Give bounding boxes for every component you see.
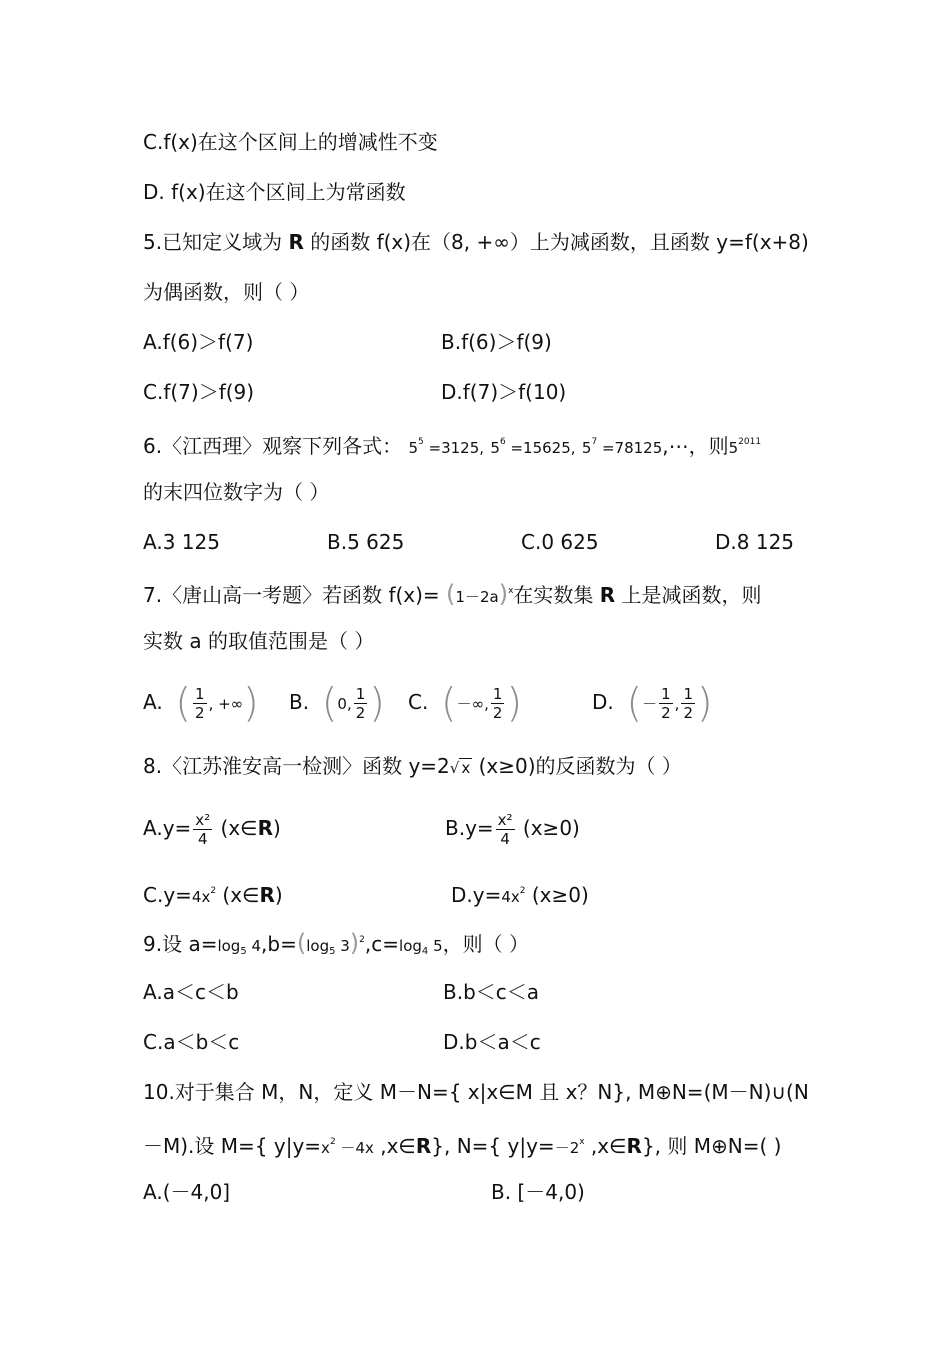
q7-option-d: D. (－ $\frac{1}{2}$ , $\frac{1}{2}$ )	[592, 680, 713, 727]
q6-option-d: D.8 125	[715, 530, 795, 554]
q6-option-b: B.5 625	[327, 530, 405, 554]
q9-options-row1	[143, 978, 540, 1006]
q10-option-b: B. [－4,0)	[491, 1180, 585, 1204]
q8-options-row1	[143, 805, 580, 851]
q4-option-d: D. f(x)在这个区间上为常函数	[143, 180, 406, 204]
q6-option-c: C.0 625	[521, 530, 599, 554]
q9-options-row2	[143, 1028, 541, 1056]
q5-options-row2	[143, 378, 567, 406]
q6-option-a: A.3 125	[143, 530, 220, 554]
q8-option-c: $C.y=4x^2$ (x∈R)	[143, 883, 283, 907]
q5-stem-line1: 5.已知定义域为 R 的函数 f(x)在（8, +∞）上为减函数，且函数 y=f(x+8)	[143, 230, 809, 254]
q9-option-b: B.b＜c＜a	[443, 980, 540, 1004]
q10-stem-line2: －M).设 M={ $y|y=x^2 -4x$ ,x∈R}, N={ $y|y=-2^x$ ,x∈R}, 则 M⊕N=( )	[143, 1134, 782, 1158]
q9-stem: 9.设 $a=\log_5$ $4,b=(\log_5$ $3)^2,c=\log_4$ 5，则（ ）	[143, 929, 529, 957]
q8-stem: 8.〈江苏淮安高一检测〉函数 y=2√ x (x≥0)的反函数为（ ）	[143, 754, 682, 778]
q9-option-a: A.a＜c＜b	[143, 980, 239, 1004]
q7-option-b: B. (0, $\frac{1}{2}$ )	[289, 680, 385, 727]
q9-option-d: D.b＜a＜c	[443, 1030, 541, 1054]
q7-option-a: A. ( $\frac{1}{2}$ , +∞)	[143, 680, 259, 727]
q8-option-b: B.y= $\frac{\text{x²}}{4}$ (x≥0)	[445, 811, 580, 848]
q7-option-c: C. (－∞, $\frac{1}{2}$ )	[408, 680, 523, 727]
q5-stem-line2: 为偶函数，则（ ）	[143, 280, 310, 304]
q10-stem-line1: 10.对于集合 M，N，定义 M－N={ x|x∈M 且 x？N}, M⊕N=(M－N)∪(N	[143, 1080, 809, 1104]
q5-options-row1	[143, 328, 552, 356]
q9-option-c: C.a＜b＜c	[143, 1030, 240, 1054]
q7-stem-line1: 7.〈唐山高一考题〉若函数 $f(x)= (1-2a)^x$在实数集 R 上是减函数，则	[143, 580, 762, 608]
q5-option-a: A.f(6)＞f(7)	[143, 330, 254, 354]
q7-stem-line2: 实数 a 的取值范围是（ ）	[143, 629, 375, 653]
q4-option-c: C.f(x)在这个区间上的增减性不变	[143, 130, 438, 154]
q5-option-d: D.f(7)＞f(10)	[441, 380, 567, 404]
q7-options	[143, 677, 713, 729]
q5-option-b: B.f(6)＞f(9)	[441, 330, 552, 354]
q10-option-a: A.(－4,0]	[143, 1180, 231, 1204]
q8-options-row2	[143, 877, 589, 911]
q10-options	[143, 1178, 585, 1206]
q6-stem-line2: 的末四位数字为（ ）	[143, 480, 330, 504]
q8-option-d: $D.y=4x^2$ (x≥0)	[451, 883, 589, 907]
q6-stem-line1: 6.〈江西理〉观察下列各式： $5^5 =3125$, $5^6 =15625$, $5^7$ =78125,⋯，则$5^{2011}$	[143, 434, 762, 458]
q5-option-c: C.f(7)＞f(9)	[143, 380, 255, 404]
q6-options	[143, 528, 795, 556]
q8-option-a: A.y= $\frac{\text{x²}}{4}$ (x∈R)	[143, 811, 281, 848]
